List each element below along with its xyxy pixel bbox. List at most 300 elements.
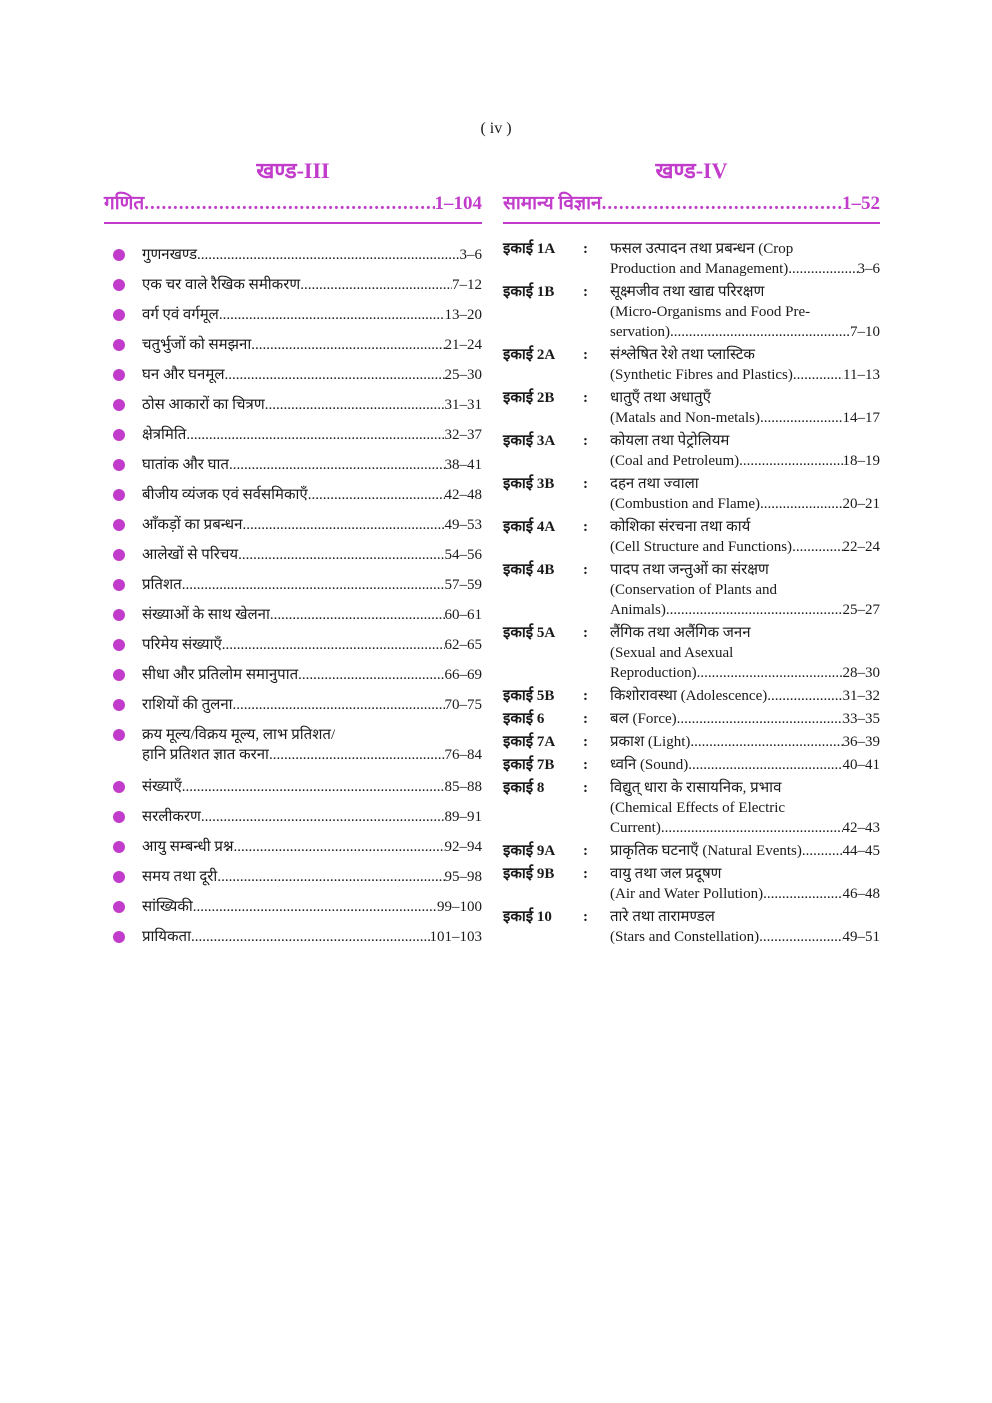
toc-unit[interactable] bbox=[503, 709, 880, 729]
toc-unit[interactable] bbox=[503, 517, 880, 557]
bullet-icon bbox=[113, 729, 125, 741]
leader-dots bbox=[251, 335, 444, 355]
toc-entry-pages: 44–45 bbox=[842, 843, 880, 859]
leader-dots bbox=[763, 884, 842, 904]
leader-dots bbox=[229, 455, 445, 475]
toc-unit-title-line: कोयला तथा पेट्रोलियम bbox=[610, 433, 730, 449]
toc-entry-pages: 99–100 bbox=[437, 899, 482, 915]
bullet-icon bbox=[113, 519, 125, 531]
toc-entry-text bbox=[142, 575, 482, 595]
toc-entry[interactable] bbox=[104, 665, 482, 695]
colon-separator: : bbox=[583, 347, 588, 363]
toc-unit-title-line: फसल उत्पादन तथा प्रबन्धन (Crop bbox=[610, 241, 794, 257]
toc-entry-line bbox=[610, 732, 880, 752]
toc-entry-line bbox=[142, 745, 482, 765]
leader-dots bbox=[298, 665, 444, 685]
toc-unit-title-line: संश्लेषित रेशे तथा प्लास्टिक bbox=[610, 347, 755, 363]
bullet-icon bbox=[113, 871, 125, 883]
toc-entry-line bbox=[610, 408, 880, 428]
bullet-icon bbox=[113, 609, 125, 621]
toc-entry[interactable] bbox=[104, 395, 482, 425]
colon-separator: : bbox=[583, 866, 588, 882]
unit-number: इकाई 8 bbox=[503, 780, 545, 796]
toc-entry-line bbox=[142, 515, 482, 535]
toc-entry-title: संख्याओं के साथ खेलना bbox=[142, 607, 270, 623]
toc-entry-pages: 32–37 bbox=[444, 427, 482, 443]
toc-entry-pages: 62–65 bbox=[444, 637, 482, 653]
toc-entry-line bbox=[610, 259, 880, 279]
toc-entry-title: (Combustion and Flame) bbox=[610, 496, 760, 512]
toc-entry-title: ध्वनि (Sound) bbox=[610, 757, 689, 773]
unit-number: इकाई 3A bbox=[503, 433, 556, 449]
toc-entry-title: Current) bbox=[610, 820, 661, 836]
toc-unit-text bbox=[610, 388, 880, 428]
leader-dots bbox=[697, 663, 843, 683]
leader-dots bbox=[666, 600, 843, 620]
toc-unit-text bbox=[610, 841, 880, 861]
toc-unit-title-line: विद्युत् धारा के रासायनिक, प्रभाव bbox=[610, 780, 782, 796]
unit-number: इकाई 2A bbox=[503, 347, 556, 363]
toc-entry[interactable] bbox=[104, 635, 482, 665]
toc-entry-pages: 31–32 bbox=[842, 688, 880, 704]
toc-entry-pages: 92–94 bbox=[444, 839, 482, 855]
toc-entry-title: क्षेत्रमिति bbox=[142, 427, 187, 443]
subject-header bbox=[503, 192, 880, 224]
toc-entry-title: (Matals and Non-metals) bbox=[610, 410, 760, 426]
colon-separator: : bbox=[583, 757, 588, 773]
toc-entry-pages: 60–61 bbox=[444, 607, 482, 623]
toc-entry-line bbox=[610, 600, 880, 620]
toc-entry-title: बल (Force) bbox=[610, 711, 677, 727]
toc-unit[interactable] bbox=[503, 623, 880, 683]
colon-separator: : bbox=[583, 909, 588, 925]
unit-number: इकाई 9B bbox=[503, 866, 555, 882]
leader-dots bbox=[191, 927, 430, 947]
unit-number: इकाई 7B bbox=[503, 757, 555, 773]
section-heading: खण्ड-IV bbox=[655, 158, 728, 183]
toc-unit[interactable] bbox=[503, 778, 880, 838]
leader-dots bbox=[193, 897, 437, 917]
leader-dots bbox=[308, 485, 445, 505]
toc-entry-line bbox=[610, 451, 880, 471]
toc-entry-pages: 101–103 bbox=[429, 929, 482, 945]
toc-entry[interactable] bbox=[104, 575, 482, 605]
toc-entry[interactable] bbox=[104, 545, 482, 575]
leader-dots bbox=[219, 305, 445, 325]
toc-entry-line bbox=[142, 605, 482, 625]
leader-dots bbox=[182, 575, 445, 595]
toc-entry-title: आँकड़ों का प्रबन्धन bbox=[142, 517, 243, 533]
colon-separator: : bbox=[583, 476, 588, 492]
toc-entry-title: एक चर वाले रैखिक समीकरण bbox=[142, 277, 301, 293]
toc-entry-title: प्राकृतिक घटनाएँ (Natural Events) bbox=[610, 843, 802, 859]
toc-entry-pages: 25–30 bbox=[444, 367, 482, 383]
toc-unit-title-line: सूक्ष्मजीव तथा खाद्य परिरक्षण bbox=[610, 284, 765, 300]
toc-entry-title: आयु सम्बन्धी प्रश्न bbox=[142, 839, 234, 855]
toc-entry[interactable] bbox=[104, 245, 482, 275]
toc-entry-line bbox=[142, 927, 482, 947]
leader-dots bbox=[269, 745, 445, 765]
toc-entry-text bbox=[142, 695, 482, 715]
toc-unit-title-line: कोशिका संरचना तथा कार्य bbox=[610, 519, 751, 535]
toc-entry[interactable] bbox=[104, 777, 482, 807]
toc-unit-text bbox=[610, 282, 880, 342]
unit-number: इकाई 2B bbox=[503, 390, 555, 406]
unit-number: इकाई 5A bbox=[503, 625, 556, 641]
toc-entry-title: किशोरावस्था (Adolescence) bbox=[610, 688, 768, 704]
toc-unit-title-line: वायु तथा जल प्रदूषण bbox=[610, 866, 722, 882]
bullet-icon bbox=[113, 639, 125, 651]
toc-entry[interactable] bbox=[104, 455, 482, 485]
colon-separator: : bbox=[583, 241, 588, 257]
toc-entry[interactable] bbox=[104, 365, 482, 395]
toc-entry-line bbox=[142, 777, 482, 797]
toc-entry-title: क्रय मूल्य/विक्रय मूल्य, लाभ प्रतिशत/ bbox=[142, 727, 336, 743]
toc-entry-pages: 28–30 bbox=[842, 665, 880, 681]
bullet-icon bbox=[113, 339, 125, 351]
toc-entry-pages: 89–91 bbox=[444, 809, 482, 825]
toc-entry-pages: 49–53 bbox=[444, 517, 482, 533]
toc-unit[interactable] bbox=[503, 431, 880, 471]
subject-pages: 1–104 bbox=[434, 193, 482, 214]
leader-dots bbox=[792, 537, 842, 557]
toc-unit[interactable] bbox=[503, 560, 880, 620]
toc-entry-text bbox=[142, 665, 482, 685]
toc-unit-title-line: (Micro-Organisms and Food Pre- bbox=[610, 304, 811, 320]
toc-entry-pages: 57–59 bbox=[444, 577, 482, 593]
toc-entry[interactable] bbox=[104, 515, 482, 545]
toc-entry-title: बीजीय व्यंजक एवं सर्वसमिकाएँ bbox=[142, 487, 308, 503]
toc-entry-title: घातांक और घात bbox=[142, 457, 229, 473]
contents-column-left bbox=[104, 158, 482, 957]
subject-title: गणित bbox=[104, 193, 145, 214]
colon-separator: : bbox=[583, 688, 588, 704]
toc-entry-line bbox=[610, 841, 880, 861]
toc-entry-pages: 22–24 bbox=[842, 539, 880, 555]
toc-entry-text bbox=[142, 807, 482, 827]
bullet-icon bbox=[113, 279, 125, 291]
toc-entry-line bbox=[142, 575, 482, 595]
toc-entry-title: (Cell Structure and Functions) bbox=[610, 539, 793, 555]
subject-title: सामान्य विज्ञान bbox=[503, 193, 602, 214]
leader-dots bbox=[225, 365, 445, 385]
leader-dots bbox=[670, 322, 850, 342]
toc-entry-line bbox=[142, 365, 482, 385]
toc-entry[interactable] bbox=[104, 695, 482, 725]
toc-entry-line bbox=[142, 665, 482, 685]
toc-entry-text bbox=[142, 335, 482, 355]
toc-unit[interactable] bbox=[503, 907, 880, 947]
toc-entry-text bbox=[142, 485, 482, 505]
toc-entry-title: समय तथा दूरी bbox=[142, 869, 218, 885]
toc-unit-title-line: (Conservation of Plants and bbox=[610, 582, 778, 598]
toc-entry-title: (Stars and Constellation) bbox=[610, 929, 760, 945]
toc-entry-pages: 7–10 bbox=[850, 324, 880, 340]
toc-entry-line bbox=[610, 322, 880, 342]
toc-entry-text bbox=[142, 725, 482, 765]
toc-entry-title: घन और घनमूल bbox=[142, 367, 225, 383]
toc-entry-text bbox=[142, 837, 482, 857]
toc-entry-title: सरलीकरण bbox=[142, 809, 201, 825]
toc-entry-line bbox=[610, 537, 880, 557]
toc-unit[interactable] bbox=[503, 282, 880, 342]
colon-separator: : bbox=[583, 625, 588, 641]
leader-dots bbox=[788, 259, 857, 279]
toc-unit[interactable] bbox=[503, 239, 880, 279]
bullet-icon bbox=[113, 811, 125, 823]
toc-unit-text bbox=[610, 907, 880, 947]
toc-entry-line bbox=[142, 545, 482, 565]
toc-entry-pages: 25–27 bbox=[842, 602, 880, 618]
toc-entry-text bbox=[142, 867, 482, 887]
toc-entry-line bbox=[610, 755, 880, 775]
toc-unit-text bbox=[610, 623, 880, 683]
toc-unit-title-line: लैंगिक तथा अलैंगिक जनन bbox=[610, 625, 751, 641]
toc-entry[interactable] bbox=[104, 725, 482, 777]
bullet-icon bbox=[113, 429, 125, 441]
leader-dots bbox=[238, 545, 444, 565]
toc-entry-pages: 66–69 bbox=[444, 667, 482, 683]
toc-unit-text bbox=[610, 345, 880, 385]
toc-entry-pages: 49–51 bbox=[842, 929, 880, 945]
toc-entry-pages: 33–35 bbox=[842, 711, 880, 727]
toc-entry-pages: 31–31 bbox=[444, 397, 482, 413]
bullet-icon bbox=[113, 781, 125, 793]
colon-separator: : bbox=[583, 390, 588, 406]
toc-entry[interactable] bbox=[104, 867, 482, 897]
colon-separator: : bbox=[583, 562, 588, 578]
toc-entry-pages: 3–6 bbox=[857, 261, 880, 277]
toc-unit-title-line: (Chemical Effects of Electric bbox=[610, 800, 786, 816]
bullet-icon bbox=[113, 459, 125, 471]
toc-entry-pages: 18–19 bbox=[842, 453, 880, 469]
bullet-icon bbox=[113, 549, 125, 561]
toc-entry-text bbox=[142, 777, 482, 797]
toc-unit[interactable] bbox=[503, 388, 880, 428]
toc-entry-title: गुणनखण्ड bbox=[142, 247, 198, 263]
leader-dots bbox=[233, 695, 445, 715]
toc-entry-line bbox=[610, 927, 880, 947]
toc-entry-title: servation) bbox=[610, 324, 670, 340]
toc-list bbox=[503, 239, 880, 947]
toc-unit[interactable] bbox=[503, 686, 880, 706]
unit-number: इकाई 6 bbox=[503, 711, 545, 727]
toc-entry-line bbox=[142, 395, 482, 415]
leader-dots bbox=[265, 395, 445, 415]
toc-entry-title: (Coal and Petroleum) bbox=[610, 453, 740, 469]
toc-entry-pages: 11–13 bbox=[843, 367, 880, 383]
toc-entry-text bbox=[142, 275, 482, 295]
toc-entry-title: Production and Management) bbox=[610, 261, 789, 277]
toc-entry-pages: 40–41 bbox=[842, 757, 880, 773]
colon-separator: : bbox=[583, 711, 588, 727]
unit-number: इकाई 9A bbox=[503, 843, 556, 859]
toc-unit-text bbox=[610, 755, 880, 775]
toc-entry[interactable] bbox=[104, 837, 482, 867]
leader-dots bbox=[690, 732, 842, 752]
toc-entry-title: प्रकाश (Light) bbox=[610, 734, 691, 750]
toc-entry-text bbox=[142, 305, 482, 325]
toc-entry-title: हानि प्रतिशत ज्ञात करना bbox=[142, 747, 269, 763]
toc-entry-pages: 42–43 bbox=[842, 820, 880, 836]
toc-entry-line bbox=[610, 365, 880, 385]
leader-dots bbox=[760, 408, 843, 428]
toc-entry-text bbox=[142, 545, 482, 565]
unit-number: इकाई 10 bbox=[503, 909, 552, 925]
toc-unit-text bbox=[610, 732, 880, 752]
unit-number: इकाई 5B bbox=[503, 688, 555, 704]
toc-entry-title: Animals) bbox=[610, 602, 666, 618]
toc-entry-line bbox=[142, 245, 482, 265]
toc-entry[interactable] bbox=[104, 927, 482, 957]
toc-entry-pages: 76–84 bbox=[444, 747, 482, 763]
toc-entry-text bbox=[142, 927, 482, 947]
toc-entry-text bbox=[142, 605, 482, 625]
unit-number: इकाई 7A bbox=[503, 734, 556, 750]
toc-unit-text bbox=[610, 517, 880, 557]
leader-dots bbox=[661, 818, 843, 838]
toc-unit[interactable] bbox=[503, 345, 880, 385]
toc-entry[interactable] bbox=[104, 335, 482, 365]
toc-unit-text bbox=[610, 239, 880, 279]
bullet-icon bbox=[113, 489, 125, 501]
toc-entry[interactable] bbox=[104, 485, 482, 515]
toc-entry-pages: 95–98 bbox=[444, 869, 482, 885]
bullet-icon bbox=[113, 841, 125, 853]
toc-entry-line bbox=[142, 897, 482, 917]
toc-entry-text bbox=[142, 395, 482, 415]
bullet-icon bbox=[113, 369, 125, 381]
toc-entry-title: राशियों की तुलना bbox=[142, 697, 233, 713]
toc-unit-text bbox=[610, 560, 880, 620]
leader-dots bbox=[767, 686, 842, 706]
colon-separator: : bbox=[583, 843, 588, 859]
leader-dots bbox=[739, 451, 842, 471]
toc-entry-title: प्रायिकता bbox=[142, 929, 191, 945]
toc-entry-line bbox=[610, 494, 880, 514]
leader-dots bbox=[144, 192, 434, 216]
toc-entry-line bbox=[610, 884, 880, 904]
leader-dots bbox=[270, 605, 445, 625]
toc-entry[interactable] bbox=[104, 425, 482, 455]
subject-header bbox=[104, 192, 482, 224]
page-number: ( iv ) bbox=[480, 120, 512, 137]
toc-unit[interactable] bbox=[503, 755, 880, 775]
bullet-icon bbox=[113, 309, 125, 321]
toc-entry[interactable] bbox=[104, 807, 482, 837]
toc-entry-pages: 54–56 bbox=[444, 547, 482, 563]
toc-entry-line bbox=[142, 305, 482, 325]
toc-unit-title-line: धातुएँ तथा अधातुएँ bbox=[610, 390, 711, 406]
colon-separator: : bbox=[583, 519, 588, 535]
toc-entry[interactable] bbox=[104, 605, 482, 635]
toc-entry-line bbox=[142, 425, 482, 445]
toc-unit[interactable] bbox=[503, 841, 880, 861]
toc-entry-line bbox=[142, 837, 482, 857]
leader-dots bbox=[759, 927, 842, 947]
toc-entry-title: सांख्यिकी bbox=[142, 899, 193, 915]
colon-separator: : bbox=[583, 284, 588, 300]
colon-separator: : bbox=[583, 780, 588, 796]
toc-entry-pages: 38–41 bbox=[444, 457, 482, 473]
leader-dots bbox=[688, 755, 842, 775]
colon-separator: : bbox=[583, 433, 588, 449]
unit-number: इकाई 4A bbox=[503, 519, 556, 535]
leader-dots bbox=[242, 515, 444, 535]
contents-column-right bbox=[503, 158, 880, 950]
toc-entry-line bbox=[142, 695, 482, 715]
leader-dots bbox=[217, 867, 444, 887]
toc-entry-pages: 13–20 bbox=[444, 307, 482, 323]
toc-unit-text bbox=[610, 474, 880, 514]
toc-entry-line bbox=[610, 709, 880, 729]
toc-entry-pages: 21–24 bbox=[444, 337, 482, 353]
toc-unit-text bbox=[610, 709, 880, 729]
leader-dots bbox=[197, 245, 459, 265]
leader-dots bbox=[300, 275, 452, 295]
toc-entry-title: ठोस आकारों का चित्रण bbox=[142, 397, 265, 413]
leader-dots bbox=[602, 192, 842, 216]
bullet-icon bbox=[113, 669, 125, 681]
toc-unit[interactable] bbox=[503, 474, 880, 514]
leader-dots bbox=[234, 837, 445, 857]
toc-entry-text bbox=[142, 245, 482, 265]
toc-entry[interactable] bbox=[104, 275, 482, 305]
toc-entry-title: (Synthetic Fibres and Plastics) bbox=[610, 367, 793, 383]
unit-number: इकाई 4B bbox=[503, 562, 555, 578]
leader-dots bbox=[186, 425, 444, 445]
bullet-icon bbox=[113, 931, 125, 943]
toc-entry-text bbox=[142, 425, 482, 445]
toc-unit-title-line: (Sexual and Asexual bbox=[610, 645, 734, 661]
toc-entry-pages: 7–12 bbox=[452, 277, 482, 293]
toc-entry-line bbox=[142, 275, 482, 295]
leader-dots bbox=[677, 709, 843, 729]
toc-unit-text bbox=[610, 778, 880, 838]
toc-unit-title-line: पादप तथा जन्तुओं का संरक्षण bbox=[610, 562, 769, 578]
toc-entry-line bbox=[142, 635, 482, 655]
toc-entry-pages: 3–6 bbox=[459, 247, 482, 263]
toc-unit-title-line: तारे तथा तारामण्डल bbox=[610, 909, 715, 925]
toc-entry-title: वर्ग एवं वर्गमूल bbox=[142, 307, 219, 323]
toc-entry[interactable] bbox=[104, 305, 482, 335]
toc-entry-title: सीधा और प्रतिलोम समानुपात bbox=[142, 667, 299, 683]
toc-entry-text bbox=[142, 897, 482, 917]
bullet-icon bbox=[113, 901, 125, 913]
subject-pages: 1–52 bbox=[842, 193, 880, 214]
toc-entry-pages: 46–48 bbox=[842, 886, 880, 902]
toc-entry-line bbox=[142, 335, 482, 355]
unit-number: इकाई 3B bbox=[503, 476, 555, 492]
toc-entry-line bbox=[142, 807, 482, 827]
bullet-icon bbox=[113, 699, 125, 711]
toc-entry-text bbox=[142, 515, 482, 535]
toc-entry-line bbox=[142, 485, 482, 505]
section-heading: खण्ड-III bbox=[256, 158, 330, 183]
toc-entry[interactable] bbox=[104, 897, 482, 927]
toc-unit-text bbox=[610, 431, 880, 471]
toc-entry-pages: 20–21 bbox=[842, 496, 880, 512]
toc-entry-title: संख्याएँ bbox=[142, 779, 182, 795]
toc-unit[interactable] bbox=[503, 732, 880, 752]
toc-unit[interactable] bbox=[503, 864, 880, 904]
toc-entry-line bbox=[610, 663, 880, 683]
toc-entry-title: (Air and Water Pollution) bbox=[610, 886, 764, 902]
bullet-icon bbox=[113, 399, 125, 411]
toc-entry-line bbox=[142, 867, 482, 887]
toc-entry-title: परिमेय संख्याएँ bbox=[142, 637, 222, 653]
bullet-icon bbox=[113, 249, 125, 261]
